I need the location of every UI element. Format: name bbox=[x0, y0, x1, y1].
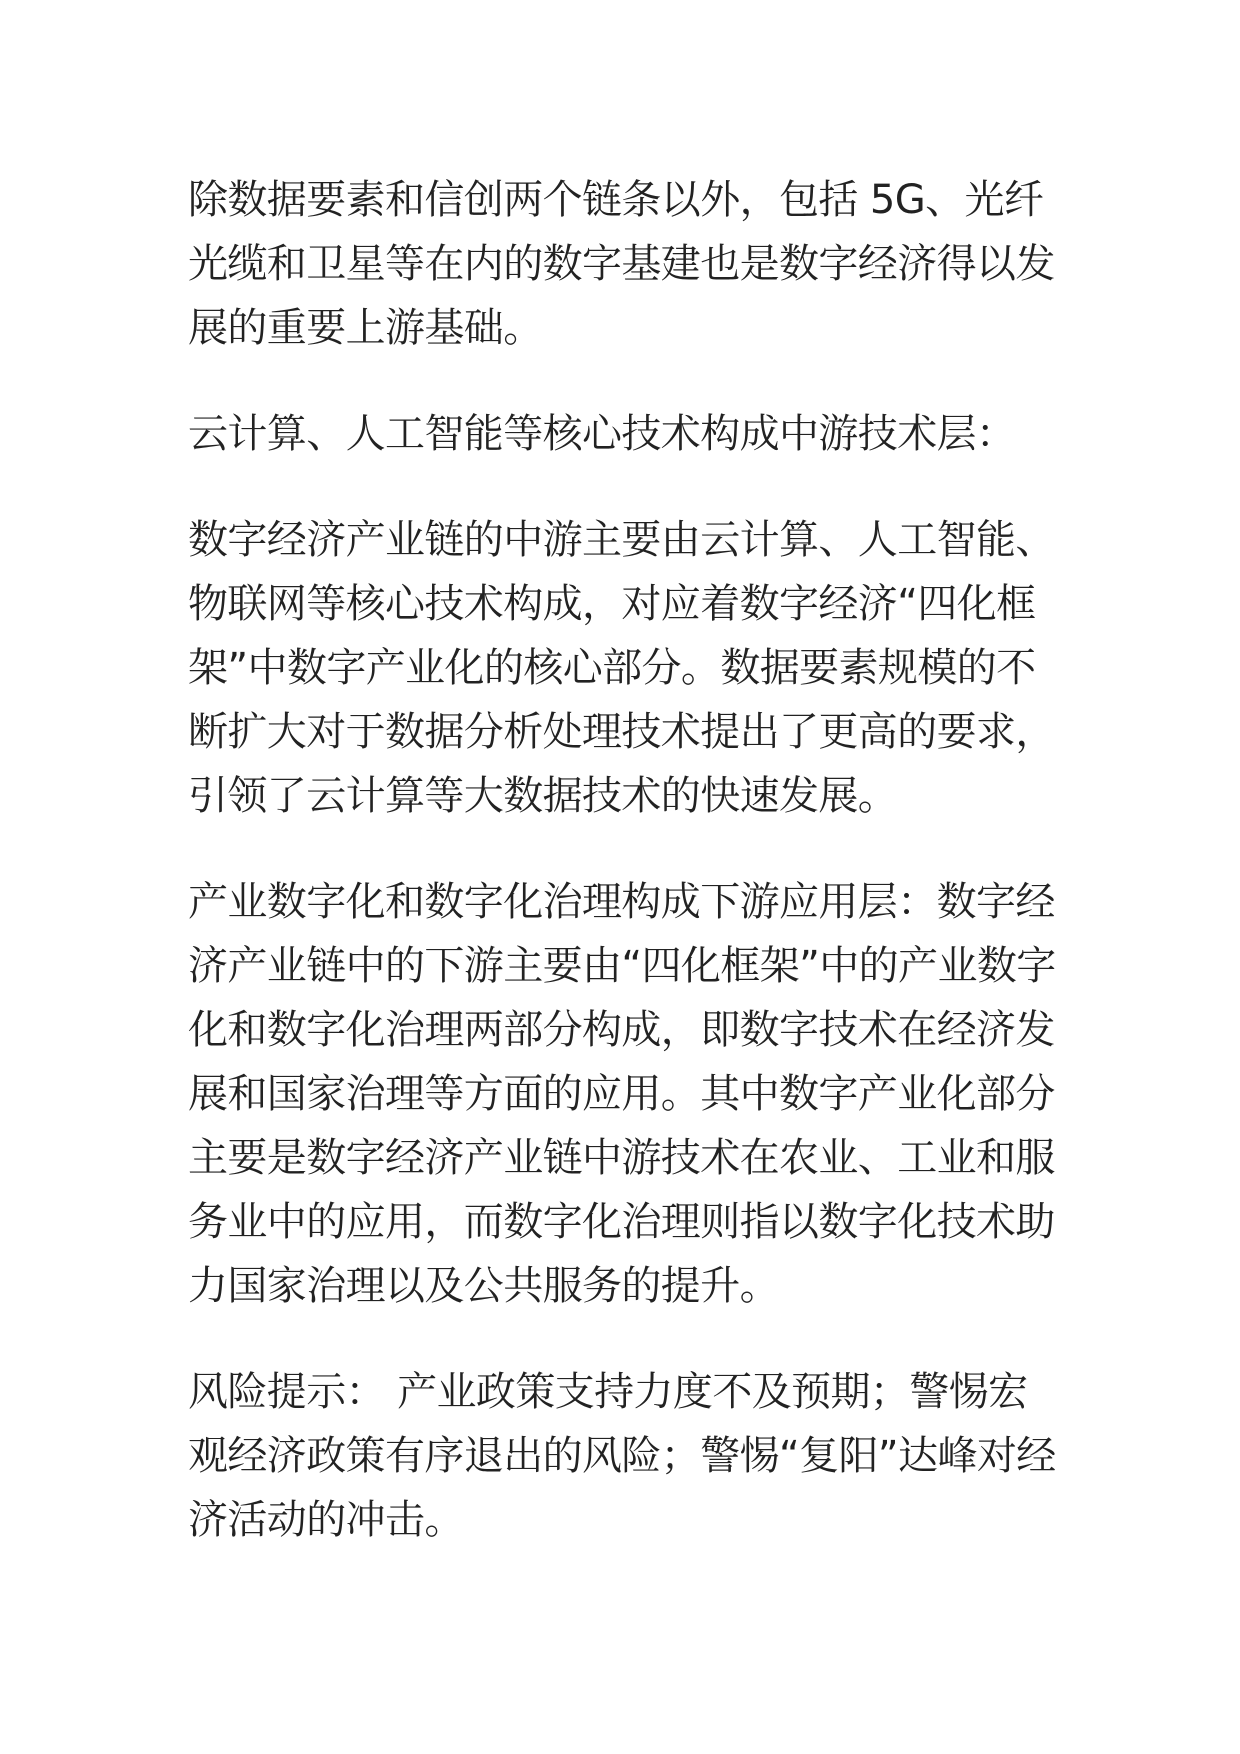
paragraph-downstream-application: 产业数字化和数字化治理构成下游应用层：数字经济产业链中的下游主要由“四化框架”中的产业数字化和数字化治理两部分构成，即数字技术在经济发展和国家治理等方面的应用。其中数字产业化部分主要是数字经济产业链中游技术在农业、工业和服务业中的应用，而数字化治理则指以数字化技术助力国家治理以及公共服务的提升。 bbox=[188, 879, 1056, 1309]
paragraph-midstream-heading: 云计算、人工智能等核心技术构成中游技术层： bbox=[188, 411, 1016, 457]
paragraph-digital-infrastructure: 除数据要素和信创两个链条以外，包括 5G、光纤光缆和卫星等在内的数字基建也是数字经济得以发展的重要上游基础。 bbox=[188, 177, 1055, 351]
paragraph-risk-warning: 风险提示： 产业政策支持力度不及预期；警惕宏观经济政策有序退出的风险；警惕“复阳”达峰对经济活动的冲击。 bbox=[188, 1369, 1056, 1543]
paragraph-midstream-detail: 数字经济产业链的中游主要由云计算、人工智能、物联网等核心技术构成，对应着数字经济“四化框架”中数字产业化的核心部分。数据要素规模的不断扩大对于数据分析处理技术提出了更高的要求，引领了云计算等大数据技术的快速发展。 bbox=[188, 517, 1055, 819]
document-body bbox=[188, 168, 1060, 1552]
